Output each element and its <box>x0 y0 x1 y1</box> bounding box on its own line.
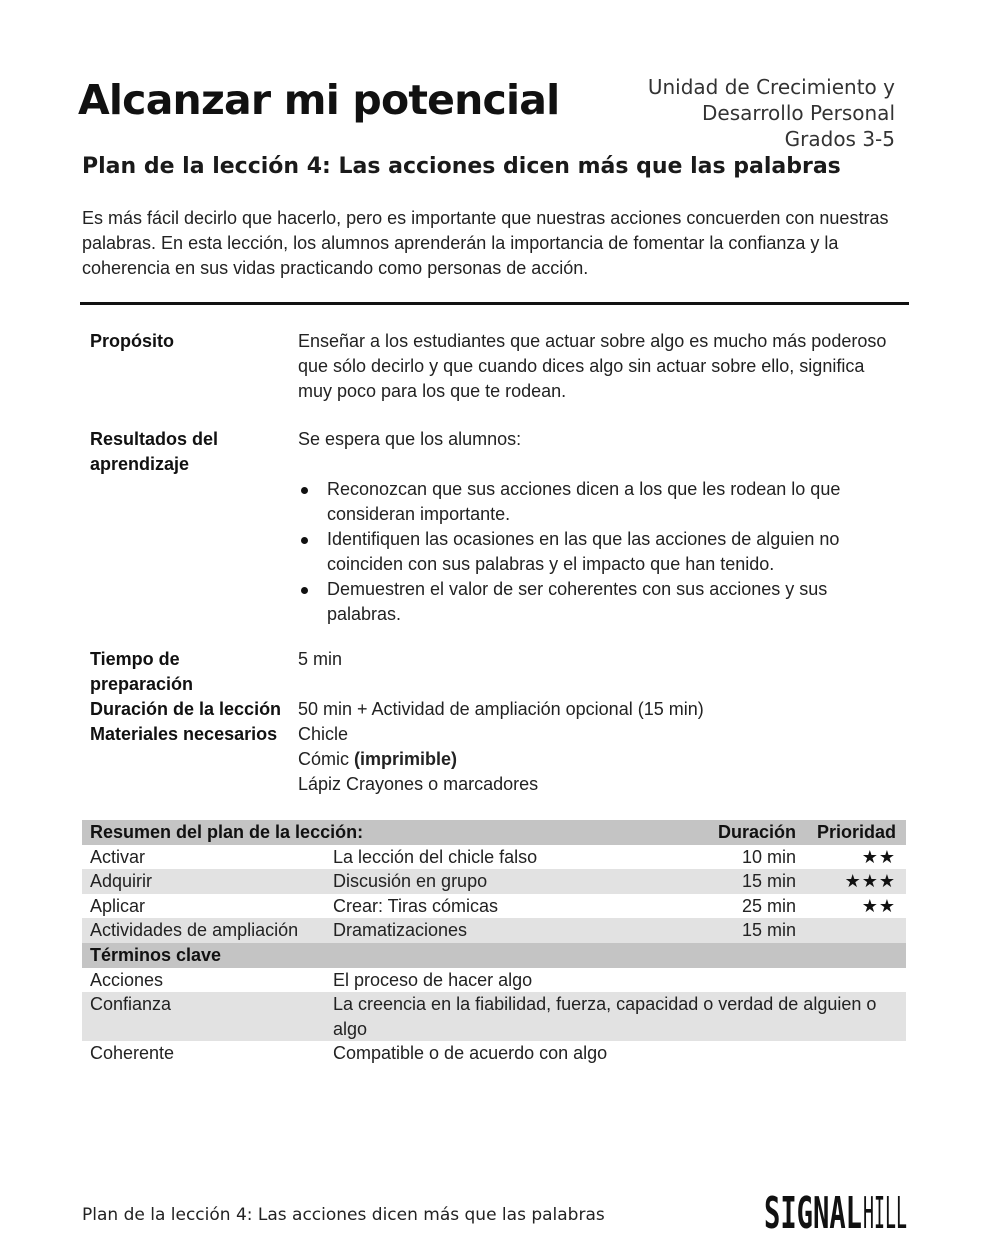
definition-cell: El proceso de hacer algo <box>333 969 533 990</box>
activity-cell: Discusión en grupo <box>325 869 695 894</box>
priority-column-header: Prioridad <box>808 820 906 845</box>
priority-stars <box>808 918 906 943</box>
duration-column-header: Duración <box>695 820 808 845</box>
grade-range: Grados 3-5 <box>784 127 895 151</box>
activity-cell: Crear: Tiras cómicas <box>333 895 499 916</box>
table-row <box>82 894 906 919</box>
term-cell: Confianza <box>82 992 325 1041</box>
duration-cell: 25 min <box>741 895 796 916</box>
outcomes-section <box>298 427 903 627</box>
footer-lesson-title: Plan de la lección 4: Las acciones dicen más que las palabras <box>82 1205 605 1225</box>
lesson-summary-table <box>82 820 906 1066</box>
purpose-label: Propósito <box>90 331 174 351</box>
priority-stars: ★★ <box>861 846 896 867</box>
key-terms-header-row <box>82 943 906 968</box>
table-row <box>82 869 906 894</box>
summary-header-row <box>82 820 906 845</box>
material-item-text: Cómic <box>298 749 355 769</box>
outcomes-list <box>298 477 903 627</box>
document-title: Alcanzar mi potencial <box>78 76 560 124</box>
activity-cell: La lección del chicle falso <box>333 846 538 867</box>
activity-cell: Dramatizaciones <box>325 918 695 943</box>
intro-paragraph: Es más fácil decirlo que hacerlo, pero es importante que nuestras acciones concuerden con nuestras palabras. En esta lección, los alumnos aprenderán la importancia de fomentar la confianza y la coherencia en sus vidas practicando como personas de acción. <box>82 208 889 278</box>
term-cell: Acciones <box>90 969 164 990</box>
table-row <box>82 845 906 870</box>
unit-info <box>648 74 895 152</box>
prep-time-label: Tiempo de preparación <box>90 649 194 694</box>
materials-list <box>298 722 903 797</box>
logo-text-bold: SIGNAL <box>764 1188 862 1234</box>
unit-name-line1: Unidad de Crecimiento y <box>647 75 895 99</box>
logo-text-light: HILL <box>863 1188 907 1234</box>
material-item: Chicle <box>298 724 349 744</box>
term-row <box>82 968 906 993</box>
duration-cell: 15 min <box>695 918 808 943</box>
purpose-text: Enseñar a los estudiantes que actuar sobre algo es mucho más poderoso que sólo decirlo y que cuando dices algo sin actuar sobre ello, significa muy poco para los que te rodean. <box>298 331 887 401</box>
definition-cell: Compatible o de acuerdo con algo <box>333 1043 608 1064</box>
material-item: Lápiz Crayones o marcadores <box>298 774 539 794</box>
term-cell: Coherente <box>90 1043 175 1064</box>
table-row <box>82 918 906 943</box>
outcomes-intro: Se espera que los alumnos: <box>298 429 522 449</box>
printable-note: (imprimible) <box>354 749 458 769</box>
outcomes-label: Resultados del aprendizaje <box>90 429 219 474</box>
prep-time-value: 5 min <box>298 649 343 669</box>
priority-stars: ★★★ <box>808 869 906 894</box>
lesson-title: Plan de la lección 4: Las acciones dicen más que las palabras <box>82 154 841 179</box>
materials-label: Materiales necesarios <box>90 724 278 744</box>
phase-cell: Actividades de ampliación <box>82 918 325 943</box>
duration-cell: 15 min <box>695 869 808 894</box>
term-row <box>82 992 906 1041</box>
outcome-item: Identifiquen las ocasiones en las que las acciones de alguien no coinciden con sus palabras y el impacto que han tenido. <box>298 527 903 577</box>
material-item <box>298 747 903 772</box>
signalhill-logo <box>764 1184 908 1234</box>
phase-cell: Activar <box>90 846 146 867</box>
phase-cell: Adquirir <box>82 869 325 894</box>
priority-stars: ★★ <box>861 895 896 916</box>
key-terms-label: Términos clave <box>82 943 906 968</box>
phase-cell: Aplicar <box>90 895 146 916</box>
duration-value: 50 min + Actividad de ampliación opcional (15 min) <box>298 699 704 719</box>
unit-name-line2: Desarrollo Personal <box>702 101 895 125</box>
section-divider <box>80 302 909 305</box>
duration-label: Duración de la lección <box>90 699 282 719</box>
term-row <box>82 1041 906 1066</box>
outcome-item: Reconozcan que sus acciones dicen a los que les rodean lo que consideran importante. <box>298 477 903 527</box>
summary-header-label: Resumen del plan de la lección: <box>82 820 695 845</box>
duration-cell: 10 min <box>741 846 796 867</box>
outcome-item: Demuestren el valor de ser coherentes con sus acciones y sus palabras. <box>298 577 903 627</box>
definition-cell: La creencia en la fiabilidad, fuerza, capacidad o verdad de alguien o algo <box>325 992 906 1041</box>
